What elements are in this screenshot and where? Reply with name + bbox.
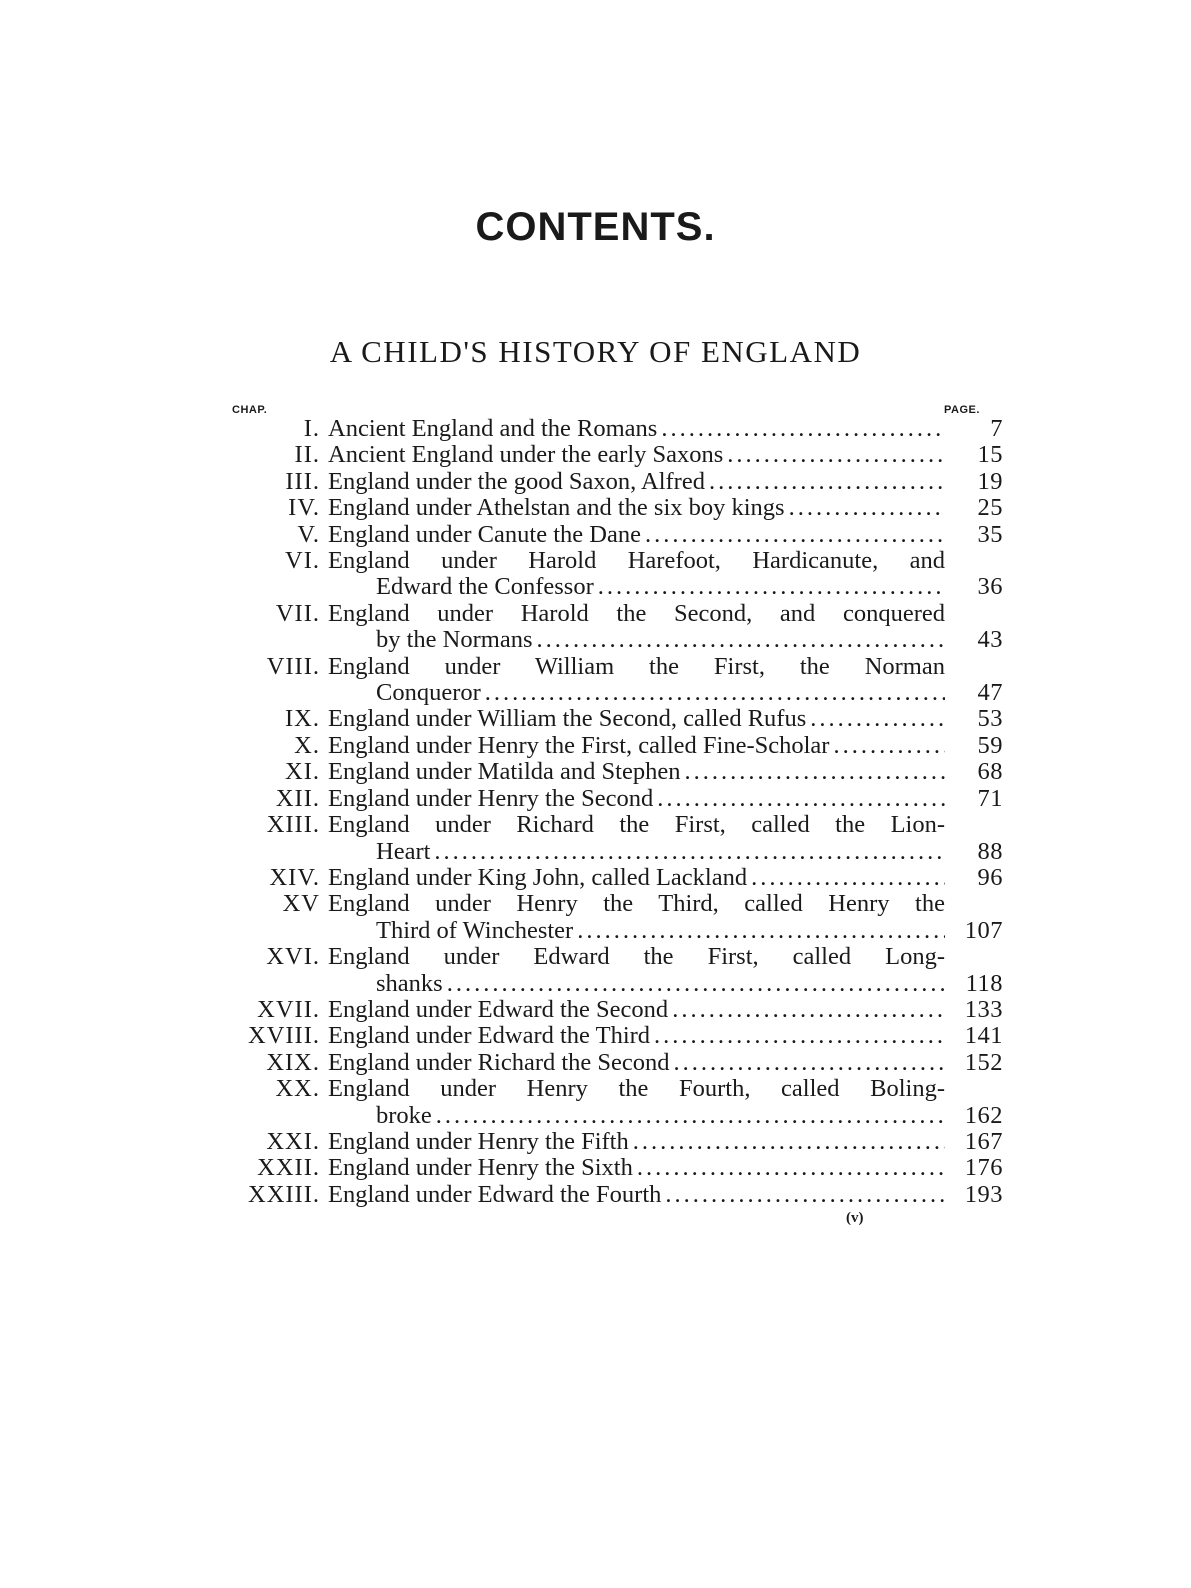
dot-leader (670, 1050, 945, 1076)
page-number: 71 (977, 784, 1003, 812)
toc-entry (228, 758, 1003, 786)
dot-leader (680, 759, 945, 785)
chapter-number: V. (297, 520, 320, 548)
page-number: 43 (977, 626, 1003, 654)
page-number: 96 (977, 863, 1003, 891)
toc-entry (228, 1048, 1003, 1076)
page-folio: (v) (846, 1210, 864, 1226)
toc-entry (228, 1127, 1003, 1155)
chapter-number: XXIII. (248, 1180, 320, 1208)
chapter-title-line: England under Henry the Third, called Henry the (328, 891, 945, 918)
chapter-title-line: England under Harold the Second, and conquered (328, 600, 945, 627)
chapter-number: XV (282, 890, 320, 918)
toc-entry (228, 1154, 1003, 1182)
chapter-title (328, 495, 945, 521)
chapter-title (328, 522, 945, 548)
chapter-title (328, 1050, 945, 1076)
page-number: 133 (964, 995, 1003, 1023)
toc-entry (228, 652, 1003, 707)
chapter-title-text: Third of Winchester (376, 917, 574, 944)
chapter-title (328, 1155, 945, 1181)
dot-leader (573, 918, 945, 944)
chapter-number: XIV. (269, 863, 320, 891)
dot-leader (481, 680, 945, 706)
chapter-title-text: England under Henry the Second (328, 785, 654, 812)
chapter-title (328, 786, 945, 812)
chapter-title-line: England under Henry the Fourth, called Boling- (328, 1076, 945, 1103)
page-number: 35 (977, 520, 1003, 548)
chapter-title-text: by the Normans (376, 627, 533, 654)
toc-entry (228, 441, 1003, 469)
chapter-title (328, 469, 945, 495)
dot-leader (747, 865, 945, 891)
toc-entry (228, 943, 1003, 997)
chapter-number: IX. (285, 705, 320, 733)
page-number: 47 (977, 679, 1003, 707)
chapter-title-text: England under the good Saxon, Alfred (328, 468, 705, 495)
page-number: 19 (977, 467, 1003, 495)
book-title: A CHILD'S HISTORY OF ENGLAND (329, 334, 862, 369)
chapter-title-text: England under Henry the Sixth (328, 1155, 633, 1182)
page-number: 167 (964, 1127, 1003, 1155)
chapter-title-text: England under Richard the Second (328, 1049, 670, 1076)
toc-entry (228, 547, 1003, 601)
page-number: 193 (964, 1180, 1003, 1208)
chapter-title-text: Ancient England under the early Saxons (328, 442, 724, 469)
toc-entry (228, 731, 1003, 759)
chapter-title-text: England under Matilda and Stephen (328, 759, 681, 786)
chapter-title-text: England under Athelstan and the six boy kings (328, 495, 785, 522)
chapter-title (328, 1023, 945, 1049)
chapter-title (328, 839, 945, 865)
toc-entry (228, 520, 1003, 548)
page-number: 176 (964, 1154, 1003, 1182)
chapter-title-text: England under Edward the Fourth (328, 1181, 662, 1208)
chapter-title-text: Edward the Confessor (376, 574, 594, 601)
page-number: 15 (977, 441, 1003, 469)
toc-entry (228, 415, 1003, 442)
chapter-title-line: England under Richard the First, called the Lion- (328, 812, 945, 839)
chapter-title-text: England under King John, called Lackland (328, 864, 748, 891)
page-number: 53 (977, 705, 1003, 733)
chapter-title (328, 706, 945, 732)
chapter-title-text: England under William the Second, called Rufus (328, 706, 807, 733)
dot-leader (723, 442, 945, 468)
chapter-number: XII. (275, 784, 320, 812)
toc-entry (228, 1022, 1003, 1050)
page-number: 141 (964, 1022, 1003, 1050)
table-of-contents (228, 415, 1003, 1208)
toc-entry (228, 811, 1003, 865)
chapter-title-text: England under Canute the Dane (328, 521, 641, 548)
chapter-number: I. (303, 415, 320, 442)
chapter-title-text: Heart (376, 838, 431, 865)
chapter-number: VIII. (266, 652, 320, 680)
dot-leader (661, 1182, 945, 1208)
chapter-number: XVII. (257, 995, 320, 1023)
chapter-number: VII. (275, 599, 320, 627)
dot-leader (650, 1023, 945, 1049)
dot-leader (533, 627, 946, 653)
chapter-number: VI. (285, 547, 320, 575)
dot-leader (432, 1103, 945, 1129)
toc-entry (228, 890, 1003, 944)
chapter-title-text: broke (376, 1102, 432, 1129)
chapter-title (328, 759, 945, 785)
dot-leader (641, 522, 945, 548)
chapter-title-text: England under Henry the First, called Fine-Scholar (328, 732, 830, 759)
chapter-title (328, 416, 945, 442)
chapter-title-line: England under William the First, the Norman (328, 653, 945, 680)
toc-entry (228, 784, 1003, 812)
chapter-title (328, 1129, 945, 1155)
chapter-number: X. (294, 731, 320, 759)
chapter-number: XIX. (266, 1048, 320, 1076)
dot-leader (785, 495, 945, 521)
chapter-title (328, 442, 945, 468)
chapter-number: XVI. (266, 943, 320, 971)
toc-entry (228, 494, 1003, 522)
page-number: 59 (977, 731, 1003, 759)
chapter-title-line: England under Harold Harefoot, Hardicanute, and (328, 548, 945, 575)
chapter-title (328, 680, 945, 706)
chapter-title (328, 574, 945, 600)
chapter-title (328, 733, 945, 759)
page-column-label: PAGE. (944, 404, 980, 416)
chapter-title (328, 627, 945, 653)
chapter-number: III. (285, 467, 320, 495)
page-number: 88 (977, 837, 1003, 865)
dot-leader (829, 733, 945, 759)
toc-entry (228, 705, 1003, 733)
page-number: 118 (965, 969, 1003, 997)
chap-column-label: CHAP. (232, 404, 268, 416)
chapter-title-line: England under Edward the First, called Long- (328, 944, 945, 971)
dot-leader (430, 839, 945, 865)
page-number: 162 (964, 1101, 1003, 1129)
dot-leader (594, 574, 945, 600)
toc-entry (228, 1180, 1003, 1208)
page-number: 36 (977, 573, 1003, 601)
dot-leader (705, 469, 945, 495)
chapter-title-text: England under Edward the Second (328, 996, 669, 1023)
chapter-title (328, 918, 945, 944)
dot-leader (806, 706, 945, 732)
chapter-title-text: England under Edward the Third (328, 1023, 651, 1050)
chapter-number: XXII. (257, 1154, 320, 1182)
toc-entry (228, 467, 1003, 495)
chapter-title (328, 997, 945, 1023)
page-number: 7 (990, 415, 1003, 442)
page-number: 25 (977, 494, 1003, 522)
chapter-number: XXI. (266, 1127, 320, 1155)
chapter-number: II. (294, 441, 320, 469)
chapter-title-text: shanks (376, 970, 443, 997)
page-number: 107 (964, 916, 1003, 944)
chapter-title-text: Ancient England and the Romans (328, 416, 658, 442)
chapter-title (328, 1182, 945, 1208)
chapter-title (328, 971, 945, 997)
chapter-number: XX. (275, 1075, 320, 1103)
dot-leader (657, 416, 945, 442)
dot-leader (653, 786, 945, 812)
chapter-number: XIII. (266, 811, 320, 839)
dot-leader (629, 1129, 945, 1155)
toc-entry (228, 1075, 1003, 1129)
chapter-title (328, 865, 945, 891)
chapter-title-text: Conqueror (376, 680, 481, 707)
chapter-number: IV. (288, 494, 320, 522)
toc-entry (228, 599, 1003, 654)
dot-leader (633, 1155, 945, 1181)
dot-leader (668, 997, 945, 1023)
dot-leader (443, 971, 945, 997)
chapter-title (328, 1103, 945, 1129)
page-title: CONTENTS. (475, 205, 716, 249)
chapter-title-text: England under Henry the Fifth (328, 1128, 629, 1155)
chapter-number: XI. (285, 758, 320, 786)
toc-entry (228, 995, 1003, 1023)
page-number: 152 (964, 1048, 1003, 1076)
chapter-number: XVIII. (248, 1022, 320, 1050)
page-number: 68 (977, 758, 1003, 786)
toc-entry (228, 863, 1003, 891)
